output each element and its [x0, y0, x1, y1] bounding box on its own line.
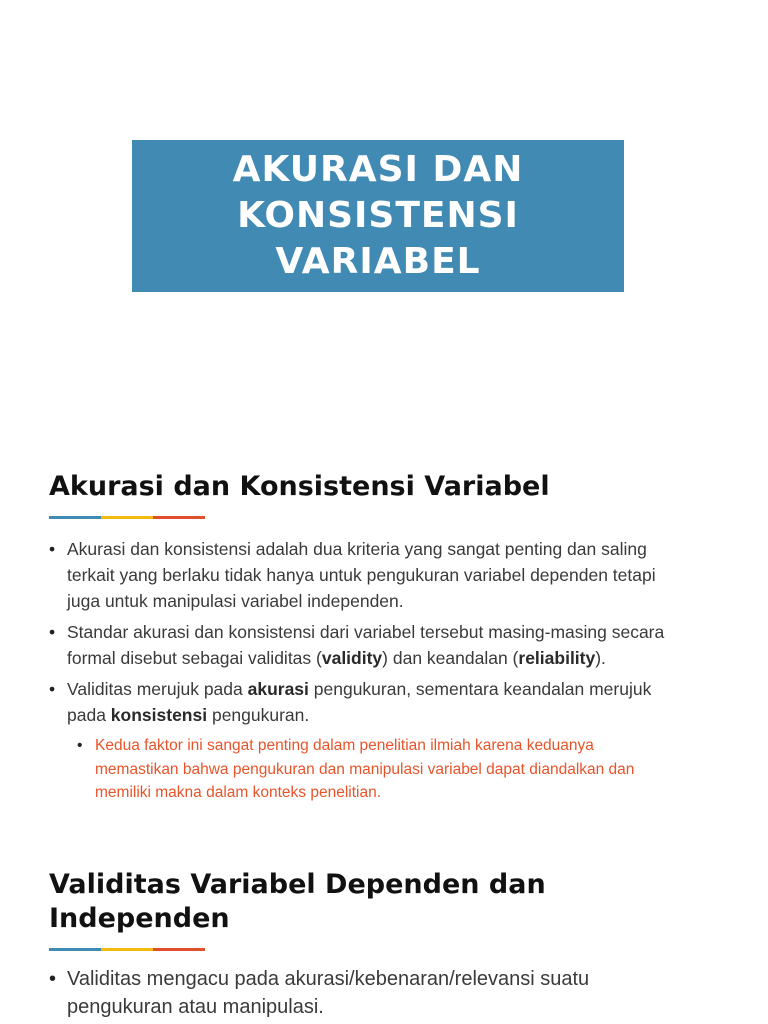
list-item	[49, 965, 669, 1021]
section-heading	[49, 868, 709, 936]
accent-segment-blue	[49, 948, 101, 951]
accent-segment-blue	[49, 516, 101, 519]
section-accuracy-consistency	[49, 470, 709, 810]
accent-segment-yellow	[101, 516, 153, 519]
bold-term: akurasi	[247, 679, 309, 699]
bold-term: reliability	[518, 648, 596, 668]
bullet-text: pengukuran, sementara keandalan merujuk pada	[67, 679, 652, 725]
list-item	[49, 619, 669, 671]
accent-segment-red	[153, 948, 205, 951]
bullet-list	[49, 536, 669, 805]
slide-title	[178, 147, 578, 285]
bullet-text: ) dan keandalan (	[382, 648, 519, 668]
bullet-text: ).	[595, 648, 606, 668]
section-validity	[49, 868, 709, 1021]
bullet-list	[49, 965, 669, 1021]
title-line-1: AKURASI DAN	[232, 149, 524, 190]
sub-list-item	[67, 734, 669, 805]
bullet-text: Validitas mengacu pada akurasi/kebenaran/relevansi suatu pengukuran atau manipulasi.	[67, 968, 590, 1018]
title-line-2: KONSISTENSI	[237, 195, 519, 236]
bullet-text: Standar akurasi dan konsistensi dari variabel tersebut masing-masing secara formal disebut sebagai validitas (	[67, 622, 665, 668]
bullet-text: pengukuran.	[207, 705, 310, 725]
sub-bullet-list	[67, 734, 669, 805]
accent-segment-yellow	[101, 948, 153, 951]
list-item	[49, 536, 669, 614]
bold-term: validity	[321, 648, 383, 668]
section-heading-line-1: Validitas Variabel Dependen dan	[49, 869, 546, 900]
list-item	[49, 676, 669, 805]
title-banner	[132, 140, 624, 292]
accent-divider	[49, 948, 205, 951]
accent-segment-red	[153, 516, 205, 519]
bullet-text: Validitas merujuk pada	[67, 679, 248, 699]
bold-term: konsistensi	[110, 705, 208, 725]
section-heading: Akurasi dan Konsistensi Variabel	[49, 471, 550, 502]
bullet-text: Akurasi dan konsistensi adalah dua kriteria yang sangat penting dan saling terkait yang berlaku tidak hanya untuk pengukuran variabel dependen tetapi juga untuk manipulasi variabel independen.	[67, 539, 656, 611]
highlight-text: Kedua faktor ini sangat penting dalam penelitian ilmiah karena keduanya memastikan bahwa pengukuran dan manipulasi variabel dapat diandalkan dan memiliki makna dalam konteks penelitian.	[95, 737, 635, 801]
title-line-3: VARIABEL	[275, 241, 481, 282]
section-heading-line-2: Independen	[49, 903, 230, 934]
accent-divider	[49, 516, 205, 519]
